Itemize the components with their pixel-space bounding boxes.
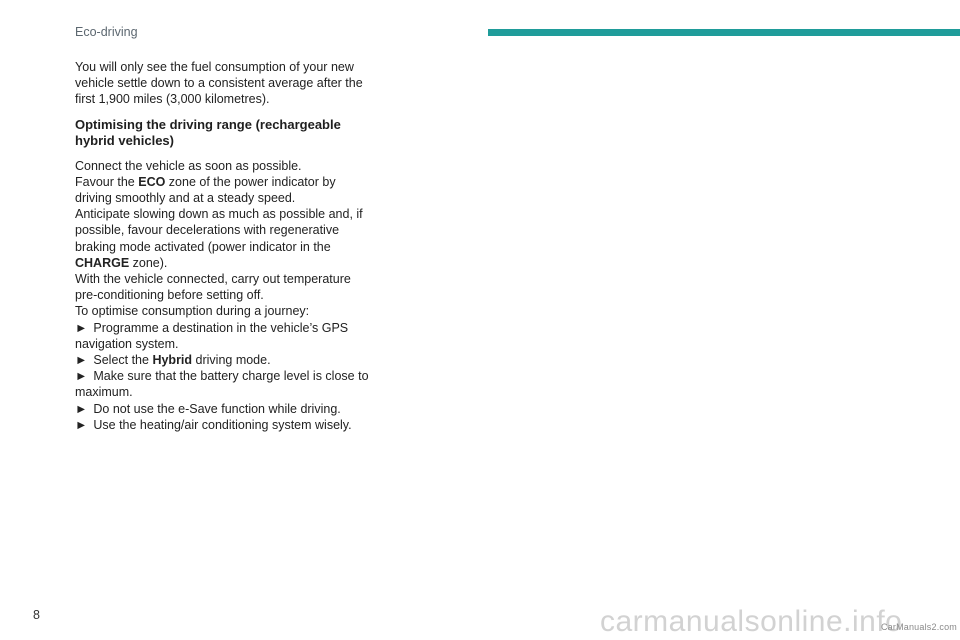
bullet-arrow-icon: ►: [75, 401, 88, 416]
bullet-arrow-icon: ►: [75, 353, 88, 368]
bullet-text: Select the: [93, 353, 153, 368]
text-run: zone).: [129, 255, 168, 270]
body-paragraph-3: [75, 206, 375, 271]
body-paragraph-5: To optimise consumption during a journey:: [75, 304, 310, 319]
content-column: [75, 59, 375, 433]
bullet-item: [75, 401, 375, 417]
charge-keyword: CHARGE: [75, 255, 130, 270]
hybrid-keyword: Hybrid: [152, 353, 193, 368]
bullet-text: driving mode.: [192, 353, 271, 368]
bullet-text: Make sure that the battery charge level is close to maximum.: [75, 369, 369, 400]
bullet-item: [75, 417, 375, 433]
bullet-text: Do not use the e-Save function while driving.: [93, 401, 341, 416]
bullet-item: [75, 352, 375, 368]
bullet-item: [75, 320, 375, 352]
bullet-text: Use the heating/air conditioning system wisely.: [93, 417, 352, 432]
text-run: Favour the: [75, 174, 139, 189]
body-paragraph-4: With the vehicle connected, carry out temperature pre-conditioning before setting off.: [75, 272, 351, 303]
text-run: Anticipate slowing down as much as possible and, if possible, favour decelerations with regenerative braking mode activated (power indicator in the: [75, 207, 363, 254]
text-run: zone of the power indicator by driving smoothly and at a steady speed.: [75, 174, 336, 206]
body-paragraph-2: [75, 174, 375, 206]
intro-paragraph: You will only see the fuel consumption of your new vehicle settle down to a consistent average after the first 1,900 miles (3,000 kilometres).: [75, 60, 363, 107]
watermark-large: carmanualsonline.info: [600, 605, 903, 638]
watermark-small: CarManuals2.com: [880, 622, 957, 632]
bullet-arrow-icon: ►: [75, 417, 88, 432]
header-accent-bar: [488, 29, 960, 36]
bullet-item: [75, 368, 375, 400]
bullet-arrow-icon: ►: [75, 369, 88, 384]
body-paragraph-1: Connect the vehicle as soon as possible.: [75, 158, 302, 173]
bullet-text: Programme a destination in the vehicle’s GPS navigation system.: [75, 320, 349, 351]
page-number: 8: [33, 608, 40, 622]
eco-keyword: ECO: [138, 174, 166, 189]
section-title: Optimising the driving range (rechargeable hybrid vehicles): [75, 116, 341, 148]
bullet-arrow-icon: ►: [75, 320, 88, 335]
section-header: Eco-driving: [75, 25, 138, 39]
